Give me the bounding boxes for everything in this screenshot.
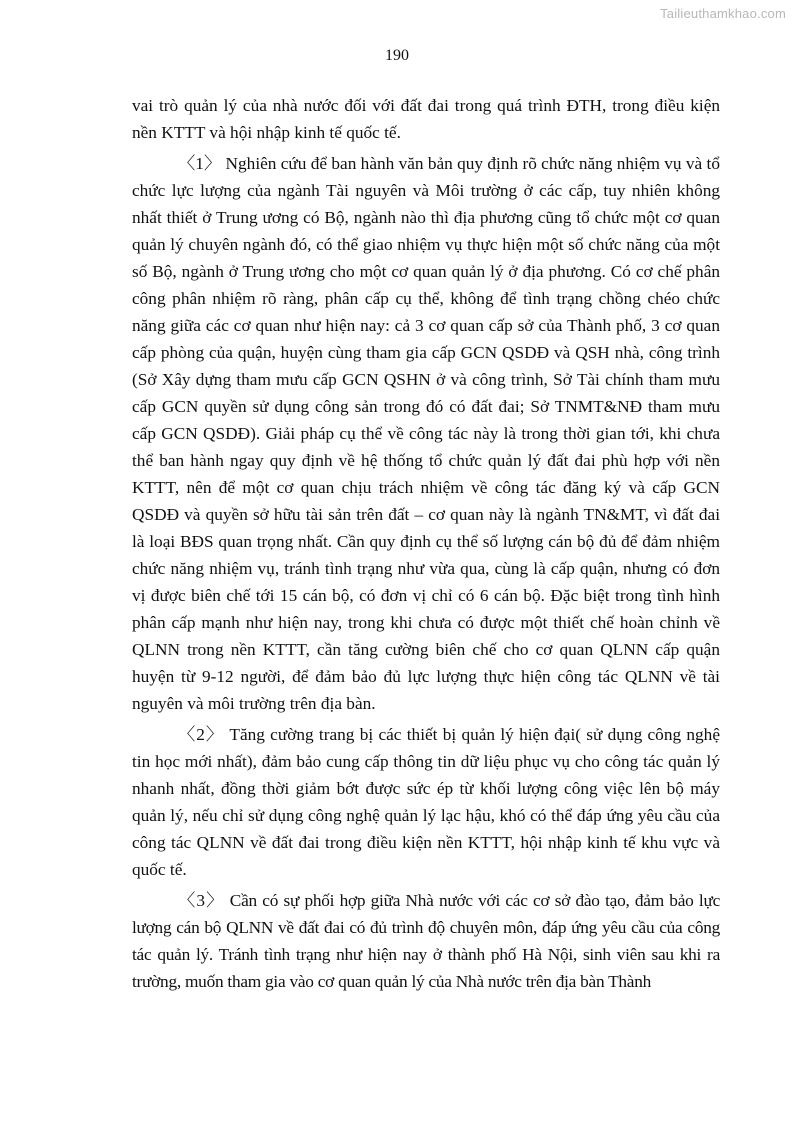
watermark: Tailieuthamkhao.com — [660, 6, 786, 21]
document-body — [132, 92, 720, 995]
page-number: 190 — [385, 47, 409, 64]
paragraph-item-3: 〈3〉 Cần có sự phối hợp giữa Nhà nước với các cơ sở đào tạo, đảm bảo lực lượng cán bộ QLNN về đất đai có đủ trình độ chuyên môn, đáp ứng yêu cầu của công tác quản lý. Tránh tình trạng như hiện nay ở thành phố Hà Nội, sinh viên sau khi ra trường, muốn tham gia vào cơ quan quản lý của Nhà nước trên địa bàn Thành — [132, 891, 720, 991]
paragraph-continuation: vai trò quản lý của nhà nước đối với đất đai trong quá trình ĐTH, trong điều kiện nền KTTT và hội nhập kinh tế quốc tế. — [132, 96, 720, 142]
paragraph-item-1: 〈1〉 Nghiên cứu để ban hành văn bản quy định rõ chức năng nhiệm vụ và tổ chức lực lượng của ngành Tài nguyên và Môi trường ở các cấp, tuy nhiên không nhất thiết ở Trung ương có Bộ, ngành nào thì địa phương cũng tổ chức một cơ quan quản lý chuyên ngành đó, có thể giao nhiệm vụ thực hiện một số chức năng của một số Bộ, ngành ở Trung ương cho một cơ quan quản lý ở địa phương. Có cơ chế phân công phân nhiệm rõ ràng, phân cấp cụ thể, không để tình trạng chồng chéo chức năng giữa các cơ quan như hiện nay: cả 3 cơ quan cấp sở của Thành phố, 3 cơ quan cấp phòng của quận, huyện cùng tham gia cấp GCN QSDĐ và QSH nhà, công trình (Sở Xây dựng tham mưu cấp GCN QSHN ở và công trình, Sở Tài chính tham mưu cấp GCN quyền sử dụng công sản trong đó có đất đai; Sở TNMT&NĐ tham mưu cấp GCN QSDĐ). Giải pháp cụ thể về công tác này là trong thời gian tới, khi chưa thể ban hành ngay quy định về hệ thống tổ chức quản lý đất đai phù hợp với nền KTTT, nên để một cơ quan chịu trách nhiệm về công tác đăng ký và cấp GCN QSDĐ và quyền sở hữu tài sản trên đất – cơ quan này là ngành TN&MT, vì đất đai là loại BĐS quan trọng nhất. Cần quy định cụ thể số lượng cán bộ đủ để đảm nhiệm chức năng nhiệm vụ, tránh tình trạng như vừa qua, cùng là cấp quận, nhưng có đơn vị được biên chế tới 15 cán bộ, có đơn vị chỉ có 6 cán bộ. Đặc biệt trong tình hình phân cấp mạnh như hiện nay, trong khi chưa có được một thiết chế hoàn chỉnh về QLNN trong nền KTTT, cần tăng cường biên chế cho cơ quan QLNN cấp quận huyện từ 9-12 người, để đảm bảo đủ lực lượng thực hiện công tác QLNN về tài nguyên và môi trường trên địa bàn. — [132, 154, 720, 713]
paragraph-item-2: 〈2〉 Tăng cường trang bị các thiết bị quản lý hiện đại( sử dụng công nghệ tin học mới nhất), đảm bảo cung cấp thông tin dữ liệu phục vụ cho công tác quản lý nhanh nhất, đồng thời giảm bớt được sức ép từ khối lượng công việc lên bộ máy quản lý, nếu chỉ sử dụng công nghệ quản lý lạc hậu, khó có thể đáp ứng yêu cầu của công tác QLNN về đất đai trong điều kiện nền KTTT, hội nhập kinh tế khu vực và quốc tế. — [132, 725, 720, 879]
